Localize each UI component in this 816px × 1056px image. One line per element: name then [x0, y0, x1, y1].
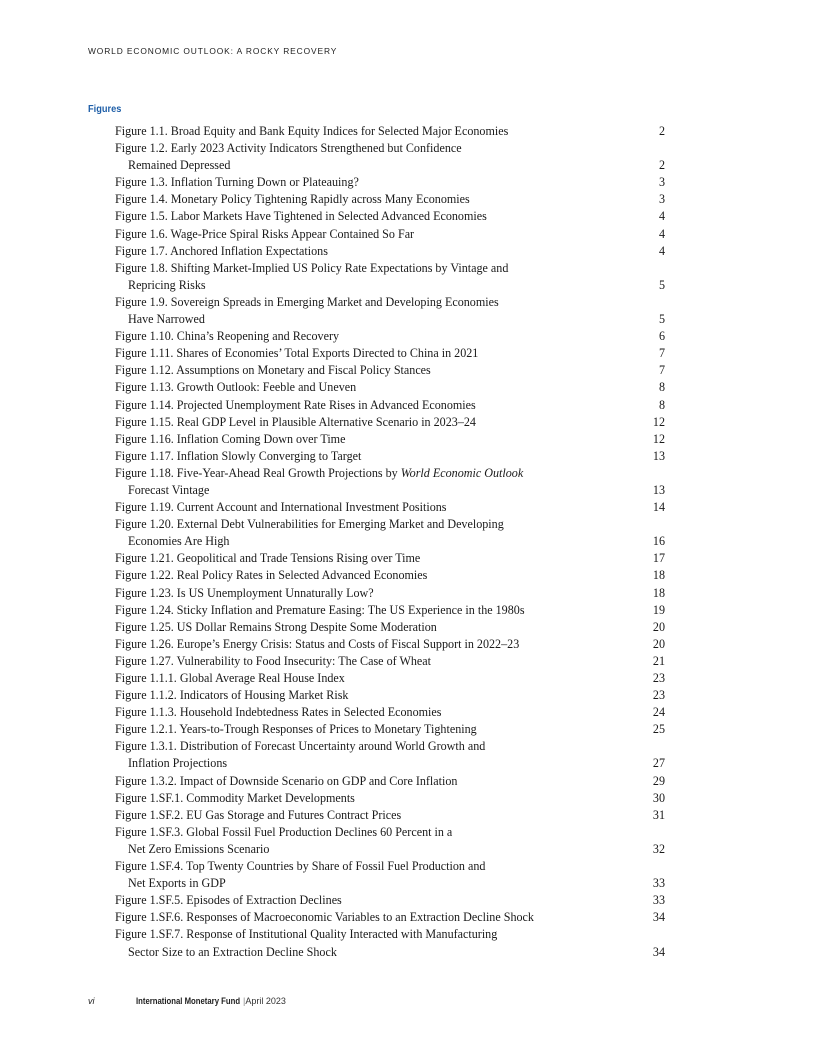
figure-entry	[115, 448, 665, 465]
figure-entry	[115, 926, 665, 960]
figure-entry-page-number: 12	[652, 431, 665, 446]
figure-entry-title-line: Figure 1.21. Geopolitical and Trade Tensions Rising over Time	[115, 551, 421, 566]
figure-entry-page-number: 32	[652, 841, 665, 856]
figure-entry-title	[115, 790, 625, 807]
figure-entry	[115, 619, 665, 636]
figure-entry-title-line: Figure 1.7. Anchored Inflation Expectations	[115, 243, 328, 258]
figure-entry-title	[115, 602, 625, 619]
figure-entry-title	[115, 636, 625, 653]
publication-date: April 2023	[245, 996, 286, 1006]
figure-entry	[115, 773, 665, 790]
section-title: Figures	[88, 103, 122, 115]
figure-entry-title-line: Figure 1.6. Wage-Price Spiral Risks Appear Contained So Far	[115, 226, 415, 241]
footer-separator: |	[243, 996, 246, 1006]
figure-entry-page-number: 23	[652, 671, 665, 685]
figure-entry	[115, 790, 665, 807]
figure-entry-title	[115, 431, 625, 448]
figure-entry-title	[115, 397, 625, 414]
figure-entry-page-number: 6	[658, 329, 665, 344]
figure-entry-title	[115, 738, 625, 772]
figure-entry-title	[115, 773, 625, 790]
figure-entry-page-number: 23	[652, 688, 665, 703]
figure-entry-title	[115, 174, 625, 191]
figure-entry-title-line: Figure 1.2.1. Years-to-Trough Responses of Prices to Monetary Tightening	[115, 722, 477, 737]
figure-entry-title-line: Figure 1.25. US Dollar Remains Strong Despite Some Moderation	[115, 619, 437, 634]
figure-entry-title-line: Figure 1.27. Vulnerability to Food Insecurity: The Case of Wheat	[115, 653, 432, 668]
figure-entry-title-line: Figure 1.22. Real Policy Rates in Selected Advanced Economies	[115, 568, 428, 583]
figure-entry-page-number: 17	[652, 551, 665, 566]
figure-entry-title-line: Figure 1.3.1. Distribution of Forecast Uncertainty around World Growth and	[115, 739, 486, 754]
figure-entry-page-number: 34	[652, 944, 665, 959]
figure-entry-page-number: 20	[652, 619, 665, 634]
figure-entry-page-number: 2	[658, 124, 665, 138]
figure-entry	[115, 397, 665, 414]
figures-list	[115, 123, 665, 961]
figure-entry-title-line: Figure 1.SF.3. Global Fossil Fuel Production Declines 60 Percent in a	[115, 824, 453, 839]
figure-entry-page-number: 7	[658, 363, 665, 378]
figure-entry	[115, 892, 665, 909]
figure-entry-title	[115, 414, 625, 431]
publisher-name: International Monetary Fund	[136, 996, 241, 1006]
figure-entry-title	[115, 619, 625, 636]
figure-entry	[115, 328, 665, 345]
figure-entry-title-line: Figure 1.18. Five-Year-Ahead Real Growth Projections by World Economic Outlook	[115, 465, 524, 480]
figure-entry-page-number: 3	[658, 175, 665, 190]
figure-entry-title-line: Figure 1.3.2. Impact of Downside Scenario on GDP and Core Inflation	[115, 773, 458, 788]
figure-entry	[115, 465, 665, 499]
figure-entry-page-number: 13	[652, 448, 665, 463]
figure-entry-title	[115, 892, 625, 909]
figure-entry-title-line: Figure 1.SF.6. Responses of Macroeconomic Variables to an Extraction Decline Shock	[115, 910, 534, 925]
figure-entry-page-number: 34	[652, 910, 665, 925]
figure-entry	[115, 499, 665, 516]
figure-entry-title	[115, 140, 625, 174]
figure-entry-title	[115, 226, 625, 243]
figure-entry-title-line: Figure 1.1.1. Global Average Real House Index	[115, 671, 345, 685]
figure-entry-title-continuation: Economies Are High	[128, 534, 230, 549]
figure-entry-title-continuation: Remained Depressed	[128, 158, 231, 173]
figure-entry	[115, 585, 665, 602]
figure-entry-page-number: 7	[658, 346, 665, 361]
figure-entry-title-line: Figure 1.24. Sticky Inflation and Premature Easing: The US Experience in the 1980s	[115, 602, 525, 617]
figure-entry	[115, 414, 665, 431]
figure-entry-title	[115, 465, 625, 499]
figure-entry-title	[115, 345, 625, 362]
figure-entry-title	[115, 550, 625, 567]
figure-entry	[115, 431, 665, 448]
figure-entry-page-number: 33	[652, 893, 665, 908]
figure-entry-title-line: Figure 1.26. Europe’s Energy Crisis: Status and Costs of Fiscal Support in 2022–23	[115, 636, 520, 651]
figure-entry-title-line: Figure 1.5. Labor Markets Have Tightened in Selected Advanced Economies	[115, 209, 487, 224]
figure-entry-title	[115, 191, 625, 208]
figure-entry-title	[115, 926, 625, 960]
figure-entry-page-number: 24	[652, 705, 665, 720]
figure-entry-title	[115, 670, 625, 687]
figure-entry-page-number: 13	[652, 482, 665, 497]
figure-entry-page-number: 5	[658, 312, 665, 327]
figure-entry-title-line: Figure 1.17. Inflation Slowly Converging to Target	[115, 448, 362, 463]
figure-entry-title	[115, 824, 625, 858]
figure-entry-page-number: 2	[658, 158, 665, 173]
figure-entry-page-number: 3	[658, 192, 665, 207]
figure-entry-page-number: 21	[652, 653, 665, 668]
page-footer	[88, 996, 286, 1006]
figure-entry-page-number: 4	[658, 209, 665, 224]
figure-entry-page-number: 27	[652, 756, 665, 771]
figure-entry-title-line: Figure 1.SF.1. Commodity Market Developments	[115, 790, 355, 805]
figure-entry-page-number: 8	[658, 397, 665, 412]
figure-entry-title	[115, 858, 625, 892]
figure-entry-title-line: Figure 1.9. Sovereign Spreads in Emerging Market and Developing Economies	[115, 294, 499, 309]
figure-entry-title-line: Figure 1.19. Current Account and International Investment Positions	[115, 500, 447, 515]
figure-entry-title	[115, 807, 625, 824]
figure-entry-title	[115, 208, 625, 225]
figure-entry-title-continuation: Sector Size to an Extraction Decline Shock	[128, 944, 337, 959]
figure-entry-title	[115, 687, 625, 704]
figure-entry-title-line: Figure 1.SF.5. Episodes of Extraction Declines	[115, 893, 342, 908]
figure-entry	[115, 824, 665, 858]
figure-entry	[115, 379, 665, 396]
figure-entry-title-line: Figure 1.20. External Debt Vulnerabilities for Emerging Market and Developing	[115, 517, 504, 532]
figure-entry-title-line: Figure 1.SF.7. Response of Institutional Quality Interacted with Manufacturing	[115, 927, 498, 942]
figure-entry-title-continuation: Have Narrowed	[128, 312, 205, 327]
figure-entry	[115, 516, 665, 550]
page-number: vi	[88, 996, 95, 1006]
figure-entry-title	[115, 909, 625, 926]
figure-entry-title-line: Figure 1.3. Inflation Turning Down or Plateauing?	[115, 175, 359, 190]
figure-entry-title	[115, 260, 625, 294]
figure-entry	[115, 670, 665, 687]
figure-entry-title-line: Figure 1.11. Shares of Economies’ Total Exports Directed to China in 2021	[115, 346, 479, 361]
figure-entry	[115, 174, 665, 191]
figure-entry-title-line: Figure 1.1. Broad Equity and Bank Equity Indices for Selected Major Economies	[115, 124, 509, 138]
figure-entry-page-number: 33	[652, 876, 665, 891]
figure-entry	[115, 191, 665, 208]
figure-entry-title	[115, 704, 625, 721]
figure-entry-title-continuation: Repricing Risks	[128, 277, 206, 292]
figure-entry-title-line: Figure 1.16. Inflation Coming Down over Time	[115, 431, 346, 446]
figure-entry	[115, 909, 665, 926]
figure-entry-page-number: 14	[652, 500, 665, 515]
figure-entry-page-number: 30	[652, 790, 665, 805]
figure-entry	[115, 738, 665, 772]
figure-entry-title-line: Figure 1.10. China’s Reopening and Recovery	[115, 329, 340, 344]
figure-entry-title-line: Figure 1.14. Projected Unemployment Rate Rises in Advanced Economies	[115, 397, 476, 412]
figure-entry-page-number: 25	[652, 722, 665, 737]
figure-entry-title	[115, 585, 625, 602]
figure-entry-title	[115, 328, 625, 345]
figure-entry-title-line: Figure 1.2. Early 2023 Activity Indicators Strengthened but Confidence	[115, 141, 462, 156]
figure-entry-page-number: 5	[658, 277, 665, 292]
figure-entry-title	[115, 516, 625, 550]
figure-entry	[115, 807, 665, 824]
figure-entry-page-number: 4	[658, 226, 665, 241]
figure-entry-title	[115, 362, 625, 379]
figure-entry-page-number: 19	[652, 602, 665, 617]
figure-entry-title	[115, 379, 625, 396]
figure-entry-title-line: Figure 1.SF.4. Top Twenty Countries by Share of Fossil Fuel Production and	[115, 859, 486, 874]
running-head: WORLD ECONOMIC OUTLOOK: A ROCKY RECOVERY	[88, 46, 338, 56]
figure-entry-title-line: Figure 1.8. Shifting Market-Implied US Policy Rate Expectations by Vintage and	[115, 260, 509, 275]
figure-entry	[115, 260, 665, 294]
figure-entry	[115, 243, 665, 260]
figure-entry	[115, 294, 665, 328]
figure-entry-title-line: Figure 1.23. Is US Unemployment Unnaturally Low?	[115, 585, 374, 600]
figure-entry-page-number: 4	[658, 243, 665, 258]
figure-entry	[115, 704, 665, 721]
figure-entry-title	[115, 499, 625, 516]
figure-entry-title-line: Figure 1.1.3. Household Indebtedness Rates in Selected Economies	[115, 705, 442, 720]
figure-entry-page-number: 31	[652, 807, 665, 822]
figure-entry	[115, 208, 665, 225]
figure-entry-title	[115, 294, 625, 328]
figure-entry-title-line: Figure 1.15. Real GDP Level in Plausible Alternative Scenario in 2023–24	[115, 414, 476, 429]
figure-entry	[115, 602, 665, 619]
figure-entry-page-number: 29	[652, 773, 665, 788]
figure-entry	[115, 345, 665, 362]
figure-entry-title-continuation: Forecast Vintage	[128, 482, 210, 497]
figure-entry-page-number: 20	[652, 636, 665, 651]
figure-entry-title-continuation: Net Exports in GDP	[128, 876, 226, 891]
figure-entry-title	[115, 567, 625, 584]
figure-entry	[115, 362, 665, 379]
figure-entry-page-number: 12	[652, 414, 665, 429]
figure-entry	[115, 226, 665, 243]
figure-entry	[115, 140, 665, 174]
figure-entry-title	[115, 721, 625, 738]
figure-entry	[115, 858, 665, 892]
figure-entry-title-continuation: Inflation Projections	[128, 756, 228, 771]
figure-entry-page-number: 18	[652, 568, 665, 583]
figure-entry	[115, 550, 665, 567]
figure-entry-title	[115, 123, 625, 140]
figure-entry	[115, 653, 665, 670]
figure-entry	[115, 721, 665, 738]
figure-entry-title-continuation: Net Zero Emissions Scenario	[128, 841, 270, 856]
figure-entry	[115, 687, 665, 704]
figure-entry-title-line: Figure 1.SF.2. EU Gas Storage and Futures Contract Prices	[115, 807, 402, 822]
figure-entry-title-line: Figure 1.12. Assumptions on Monetary and Fiscal Policy Stances	[115, 363, 431, 378]
figure-entry-page-number: 8	[658, 380, 665, 395]
publication-title: World Economic Outlook	[400, 465, 524, 480]
figure-entry-title	[115, 243, 625, 260]
figure-entry	[115, 123, 665, 140]
figure-entry-page-number: 18	[652, 585, 665, 600]
figure-entry	[115, 636, 665, 653]
figure-entry-title	[115, 653, 625, 670]
figure-entry-title-line: Figure 1.13. Growth Outlook: Feeble and Uneven	[115, 380, 357, 395]
figure-entry-title-line: Figure 1.1.2. Indicators of Housing Market Risk	[115, 688, 349, 703]
figure-entry-title	[115, 448, 625, 465]
figure-entry	[115, 567, 665, 584]
figure-entry-title-line: Figure 1.4. Monetary Policy Tightening Rapidly across Many Economies	[115, 192, 470, 207]
figure-entry-page-number: 16	[652, 534, 665, 549]
